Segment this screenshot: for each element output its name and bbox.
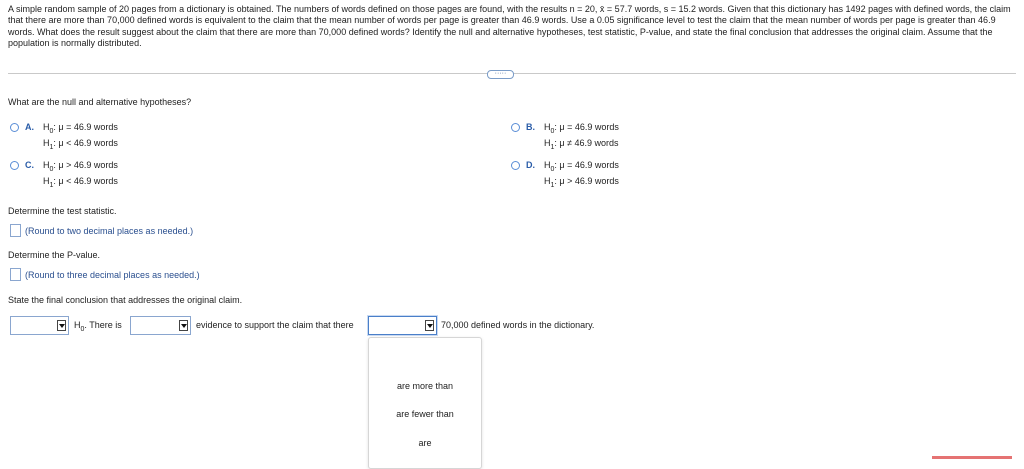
option-b-letter: B. xyxy=(526,122,535,132)
option-d-radio[interactable] xyxy=(511,161,520,170)
test-statistic-prompt: Determine the test statistic. xyxy=(8,206,117,216)
comparison-dropdown-menu xyxy=(368,337,482,469)
option-c-h1: $H_1$: μ < 46.9 words xyxy=(43,176,118,189)
option-c-letter: C. xyxy=(25,160,34,170)
option-d-h1: $H_1$: μ > 46.9 words xyxy=(544,176,619,189)
dropdown-option-more-than[interactable]: are more than xyxy=(396,381,454,391)
option-d-h0: $H_0$: μ = 46.9 words xyxy=(544,160,619,173)
option-d-letter: D. xyxy=(526,160,535,170)
option-c-h0: $H_0$: μ > 46.9 words xyxy=(43,160,118,173)
chevron-down-icon xyxy=(179,320,188,331)
option-a-h1: $H_1$: μ < 46.9 words xyxy=(43,138,118,151)
p-value-hint: (Round to three decimal places as needed.) xyxy=(25,270,200,280)
reject-decision-select[interactable] xyxy=(10,316,69,335)
option-a-radio[interactable] xyxy=(10,123,19,132)
h0-conclusion-label: $H_0$. There is xyxy=(74,320,122,333)
option-b-h0: $H_0$: μ = 46.9 words xyxy=(544,122,619,135)
test-statistic-hint: (Round to two decimal places as needed.) xyxy=(25,226,194,236)
dropdown-option-fewer-than[interactable]: are fewer than xyxy=(396,409,454,419)
chevron-down-icon xyxy=(425,320,434,331)
chevron-down-icon xyxy=(57,320,66,331)
option-a-letter: A. xyxy=(25,122,34,132)
problem-statement: A simple random sample of 20 pages from a dictionary is obtained. The numbers of words defined on those pages are found, with the results n = 20, x̄ = 57.7 words, s = 15.2 words. Given that this dictionary has 1492 pages with defined words, the claim that there are more than 70,000 defined words is equivalent to the claim that the mean number of words per page is greater than 46.9 words. Use a 0.05 significance level to test the claim that the mean number of words per page is greater than 46.9 words. What does the result suggest about the claim that there are more than 70,000 defined words? Identify the null and alternative hypotheses, test statistic, P-value, and state the final conclusion that addresses the original claim. Assume that the population is normally distributed. xyxy=(8,4,1011,48)
dropdown-option-are[interactable]: are xyxy=(418,438,432,448)
evidence-text: evidence to support the claim that there xyxy=(196,320,354,330)
evidence-select[interactable] xyxy=(130,316,191,335)
claim-comparison-select[interactable] xyxy=(368,316,437,335)
option-b-radio[interactable] xyxy=(511,123,520,132)
option-c-radio[interactable] xyxy=(10,161,19,170)
option-a-h0: $H_0$: μ = 46.9 words xyxy=(43,122,118,135)
option-b-h1: $H_1$: μ ≠ 46.9 words xyxy=(544,138,619,151)
claim-text: 70,000 defined words in the dictionary. xyxy=(441,320,595,330)
conclusion-prompt: State the final conclusion that addresses the original claim. xyxy=(8,295,243,305)
p-value-input[interactable] xyxy=(10,268,21,281)
expand-more-button[interactable]: ····· xyxy=(487,70,514,79)
p-value-prompt: Determine the P-value. xyxy=(8,250,101,260)
hypotheses-question: What are the null and alternative hypotheses? xyxy=(8,97,192,107)
test-statistic-input[interactable] xyxy=(10,224,21,237)
